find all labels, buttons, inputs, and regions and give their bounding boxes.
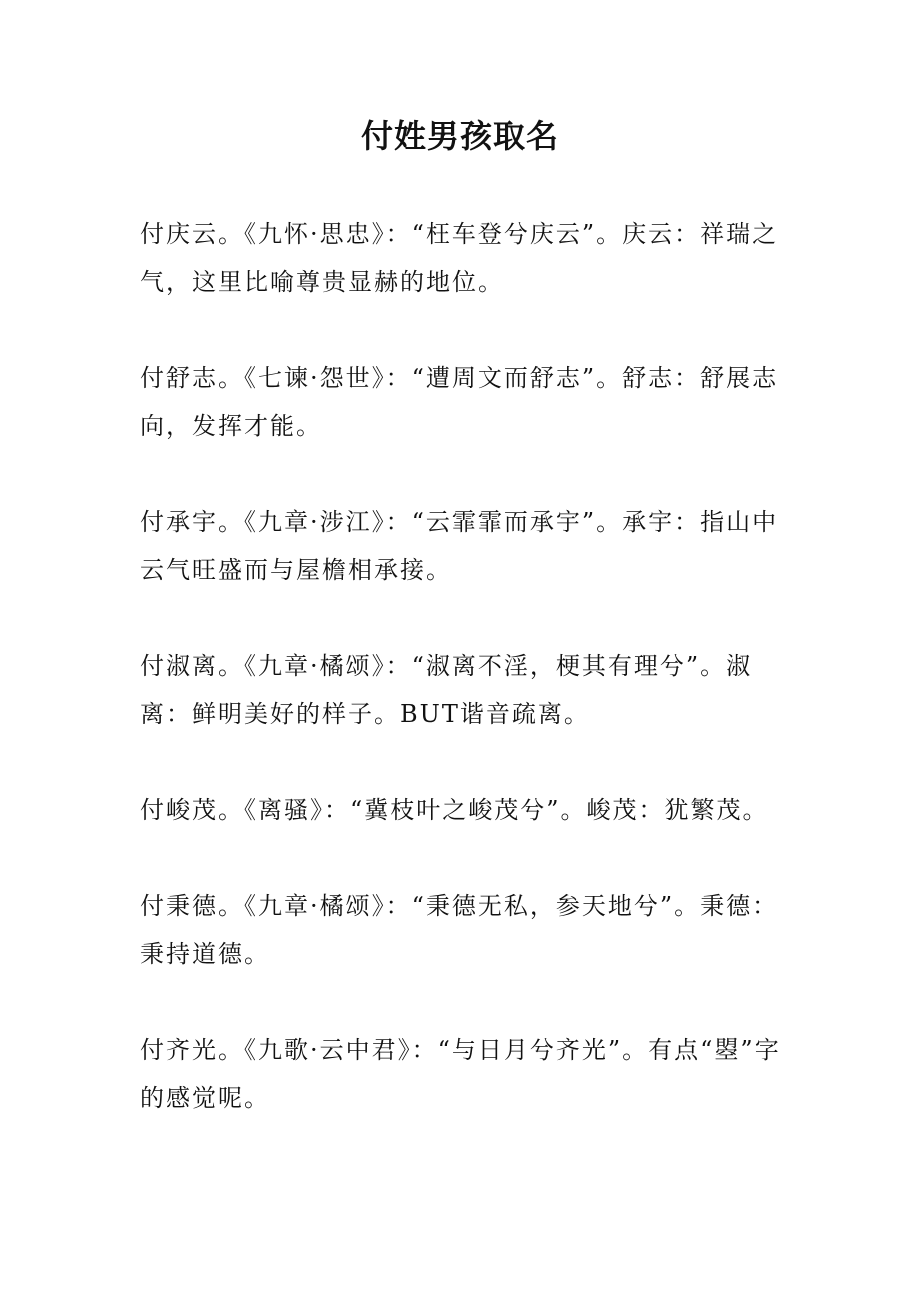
- name-entry-5: 付峻茂。《离骚》：“冀枝叶之峻茂兮”。峻茂：犹繁茂。: [140, 796, 769, 824]
- name-entry-1: 付庆云。《九怀·思忠》：“枉车登兮庆云”。庆云：祥瑞之气，这里比喻尊贵显赫的地位。: [140, 220, 779, 296]
- name-entry-2: 付舒志。《七谏·怨世》：“遭周文而舒志”。舒志：舒展志向，发挥才能。: [140, 364, 779, 440]
- name-entry-7: 付齐光。《九歌·云中君》：“与日月兮齐光”。有点“曌”字的感觉呢。: [140, 1036, 781, 1112]
- document-body: [140, 210, 800, 1170]
- document-title: 付姓男孩取名: [360, 117, 559, 155]
- name-entry-6: 付秉德。《九章·橘颂》：“秉德无私，参天地兮”。秉德：秉持道德。: [140, 892, 779, 968]
- name-entry-4: 付淑离。《九章·橘颂》：“淑离不淫，梗其有理兮”。淑离：鲜明美好的样子。BUT谐音疏离。: [140, 652, 753, 728]
- name-entry-3: 付承宇。《九章·涉江》：“云霏霏而承宇”。承宇：指山中云气旺盛而与屋檐相承接。: [140, 508, 779, 584]
